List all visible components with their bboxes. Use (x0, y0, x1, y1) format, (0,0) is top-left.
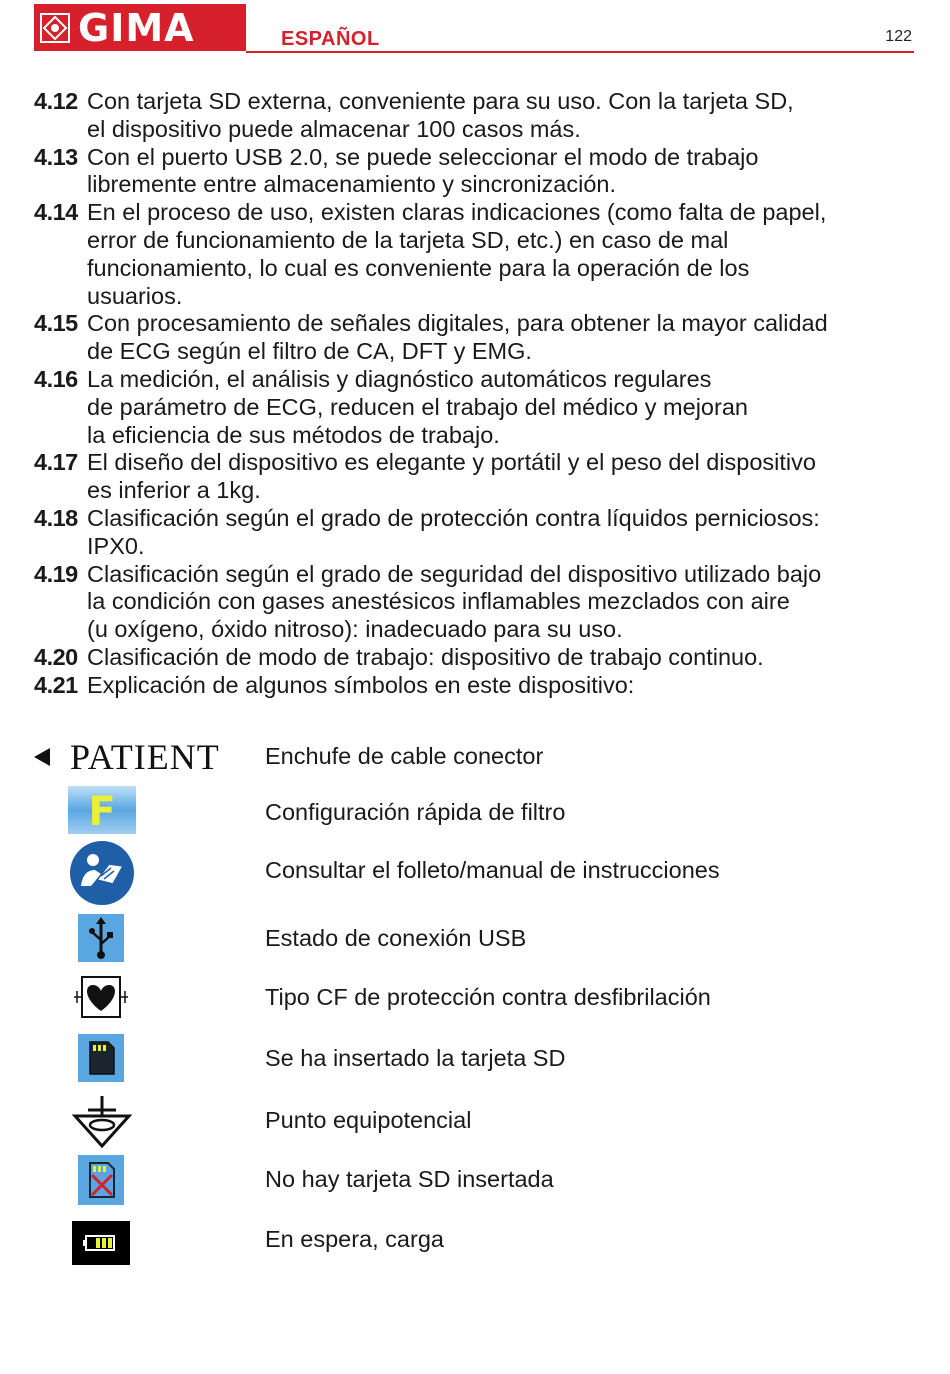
symbol-label: Se ha insertado la tarjeta SD (265, 1045, 566, 1071)
symbol-row-sd-none (0, 1155, 950, 1205)
item-number: 4.19 (34, 560, 78, 587)
list-item (34, 561, 914, 644)
sd-card-icon (78, 1034, 124, 1082)
item-number: 4.18 (34, 504, 78, 531)
item-number: 4.13 (34, 143, 78, 170)
symbol-label: Estado de conexión USB (265, 925, 527, 951)
no-sd-card-icon (78, 1155, 124, 1205)
item-text: Clasificación según el grado de protección contra líquidos perniciosos: IPX0. (87, 504, 820, 559)
symbol-label: No hay tarjeta SD insertada (265, 1166, 554, 1192)
symbol-row-battery (0, 1221, 950, 1271)
item-number: 4.15 (34, 310, 78, 337)
list-item (34, 505, 914, 561)
symbol-row-equipotential (0, 1094, 950, 1144)
list-item (34, 449, 914, 505)
list-item (34, 88, 914, 144)
gima-emblem-icon (40, 13, 70, 43)
list-item (34, 144, 914, 200)
item-text: Con tarjeta SD externa, conveniente para su uso. Con la tarjeta SD, el dispositivo puede almacenar 100 casos más. (87, 88, 794, 142)
item-text: Con el puerto USB 2.0, se puede seleccionar el modo de trabajo libremente entre almacenamiento y sincronización. (87, 143, 759, 198)
list-item (34, 199, 914, 310)
list-item (34, 310, 914, 366)
symbol-row-patient (0, 742, 950, 792)
language-label: ESPAÑOL (281, 28, 380, 50)
item-number: 4.21 (34, 671, 78, 698)
list-item (34, 644, 914, 672)
symbol-label: Punto equipotencial (265, 1107, 472, 1133)
symbol-label: Consultar el folleto/manual de instrucciones (265, 857, 720, 883)
symbol-row-cf (0, 975, 950, 1025)
symbol-row-usb (0, 914, 950, 964)
item-text: Clasificación según el grado de seguridad del dispositivo utilizado bajo la condición con gases anestésicos inflamables mezclados con aire (u oxígeno, óxido nitroso): inadecuado para su uso. (87, 560, 822, 643)
item-text: En el proceso de uso, existen claras indicaciones (como falta de papel, error de funcionamiento de la tarjeta SD, etc.) en caso de mal funcionamiento, lo cual es conveniente para la operación de los usuarios. (87, 199, 827, 309)
item-text: Explicación de algunos símbolos en este dispositivo: (87, 671, 635, 698)
header-rule (246, 51, 914, 53)
item-number: 4.16 (34, 365, 78, 392)
item-number: 4.20 (34, 643, 78, 670)
item-number: 4.14 (34, 199, 78, 226)
gima-logo (34, 4, 246, 51)
list-item (34, 366, 914, 449)
item-text: Clasificación de modo de trabajo: dispositivo de trabajo continuo. (87, 643, 764, 670)
item-text: La medición, el análisis y diagnóstico automáticos regulares de parámetro de ECG, reducen el trabajo del médico y mejoran la eficiencia de sus métodos de trabajo. (87, 365, 748, 448)
item-text: Con procesamiento de señales digitales, para obtener la mayor calidad de ECG según el filtro de CA, DFT y EMG. (87, 310, 828, 365)
symbol-label: Configuración rápida de filtro (265, 799, 566, 825)
feature-list (34, 88, 914, 700)
filter-f-icon (68, 786, 136, 834)
patient-symbol-text: PATIENT (70, 737, 220, 777)
item-text: El diseño del dispositivo es elegante y portátil y el peso del dispositivo es inferior a 1kg. (87, 449, 816, 504)
item-number: 4.12 (34, 88, 78, 114)
list-item (34, 672, 914, 700)
symbol-row-filter (0, 786, 950, 836)
battery-charging-icon (72, 1221, 130, 1265)
brand-name: GIMA (78, 5, 195, 50)
symbol-label: En espera, carga (265, 1226, 444, 1252)
equipotential-icon (72, 1094, 132, 1148)
symbol-label: Enchufe de cable conector (265, 743, 544, 769)
item-number: 4.17 (34, 449, 78, 476)
symbol-row-manual (0, 840, 950, 908)
svg-text:F: F (88, 789, 116, 834)
symbol-row-sd-in (0, 1034, 950, 1084)
symbol-label: Tipo CF de protección contra desfibrilación (265, 984, 711, 1010)
page-header (34, 4, 914, 54)
consult-manual-icon (69, 840, 135, 906)
defibrillation-proof-cf-icon (74, 975, 128, 1019)
usb-icon (78, 914, 124, 962)
page-number: 122 (885, 28, 912, 45)
